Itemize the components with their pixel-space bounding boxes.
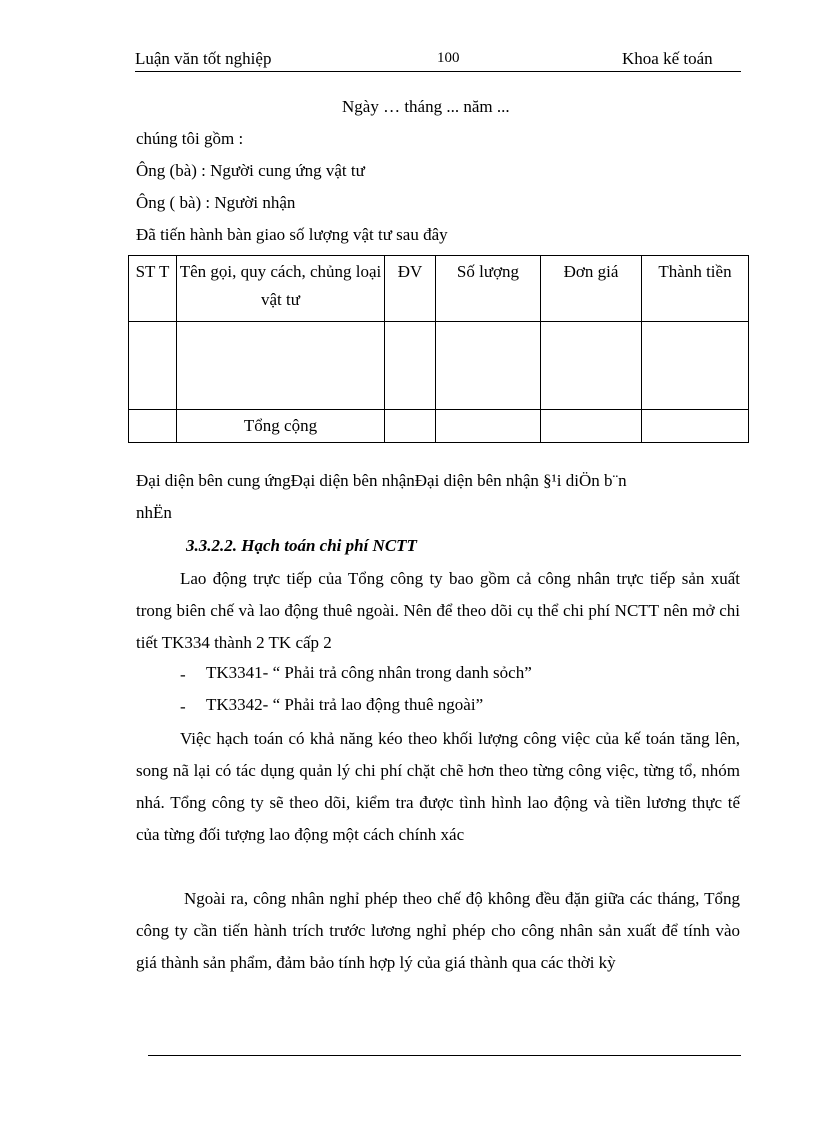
paragraph [136,723,740,851]
section-heading: 3.3.2.2. Hạch toán chi phí NCTT [186,536,417,555]
table-cell [177,322,385,410]
table-cell [541,410,642,443]
header-cell-unit: ĐV [385,256,436,322]
intro-line: Ông ( bà) : Người nhận [136,193,296,212]
paragraph [136,563,740,659]
header-cell-stt: ST T [129,256,177,322]
bullet-marker: - [180,665,186,684]
page-number: 100 [437,50,460,66]
intro-line: Đã tiến hành bàn giao số lượng vật tư sau đây [136,225,448,244]
date-line: Ngày … tháng ... năm ... [342,97,510,116]
table-cell [129,322,177,410]
table-row [129,322,749,410]
table-cell [436,322,541,410]
header-left: Luận văn tốt nghiệp [135,49,272,68]
table-cell [129,410,177,443]
table-cell [541,322,642,410]
footer-rule [148,1055,741,1056]
header-cell-name: Tên gọi, quy cách, chủng loại vật tư [177,256,385,322]
bullet-marker: - [180,697,186,716]
header-right: Khoa kế toán [622,49,713,68]
paragraph [136,883,740,979]
header-cell-unit-price: Đơn giá [541,256,642,322]
paragraph-text: Việc hạch toán có khả năng kéo theo khối lượng công việc của kế toán tăng lên, song nã lại có tác dụng quản lý chi phí chặt chẽ hơn theo từng công việc, từng tổ, nhóm nhá. Tổng công ty sẽ theo dõi, kiểm tra được tình hình lao động và tiền lương thực tế của từng đối tượng lao động một cách chính xác [136,729,740,844]
paragraph-text: Ngoài ra, công nhân nghỉ phép theo chế độ không đều đặn giữa các tháng, Tổng công ty cần tiến hành trích trước lương nghỉ phép cho công nhân sản xuất để tính vào giá thành sản phẩm, đảm bảo tính hợp lý của giá thành qua các thời kỳ [136,889,740,972]
header-rule [135,71,741,72]
intro-line: Ông (bà) : Người cung ứng vật tư [136,161,365,180]
table-cell [385,322,436,410]
table-cell [436,410,541,443]
signature-line: Đại diện bên cung ứngĐại diện bên nhậnĐại diện bên nhận §¹i diÖn b¨n [136,471,627,490]
header-cell-amount: Thành tiền [642,256,749,322]
bullet-item: TK3341- “ Phải trả công nhân trong danh sỏch” [206,663,532,682]
bullet-item: TK3342- “ Phải trả lao động thuê ngoài” [206,695,484,714]
signature-line-continued: nhËn [136,503,172,522]
table-cell [385,410,436,443]
paragraph-text: Lao động trực tiếp của Tổng công ty bao gồm cả công nhân trực tiếp sản xuất trong biên chế và lao động thuê ngoài. Nên để theo dõi cụ thể chi phí NCTT nên mở chi tiết TK334 thành 2 TK cấp 2 [136,569,740,652]
header-cell-quantity: Số lượng [436,256,541,322]
table-cell [642,322,749,410]
table-total-row [129,410,749,443]
table-cell [642,410,749,443]
table-header-row [129,256,749,322]
handover-table [128,255,749,443]
total-label: Tổng cộng [177,410,385,443]
intro-line: chúng tôi gồm : [136,129,244,148]
